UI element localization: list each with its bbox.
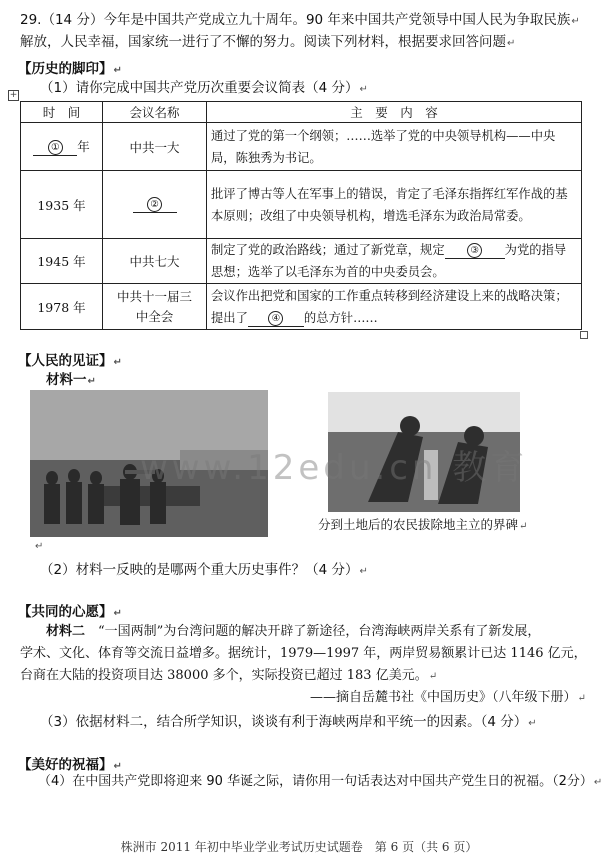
watermark-text: www.12edu.cn 教育 [140, 448, 529, 488]
meetings-table [20, 101, 582, 330]
row3-content: 制定了党的政治路线；通过了新党章，规定 ③ 为党的指导思想；选举了以毛泽东为首的中央委员会。 [207, 239, 582, 284]
header-main-content: 主 要 内 容 [207, 102, 582, 123]
blank-4[interactable]: ④ [248, 311, 304, 327]
material-2-source: ——摘自岳麓书社《中国历史》（八年级下册）↵ [310, 690, 586, 705]
table-header-row [21, 102, 582, 123]
question-stem-line2: 解放，人民幸福，国家统一进行了不懈的努力。阅读下列材料，根据要求回答问题↵ [20, 34, 516, 50]
material-2-line3: 台商在大陆的投资项目达 38000 多个，实际投资已超过 183 亿美元。↵ [20, 668, 438, 683]
photo-caption: 分到土地后的农民拔除地主立的界碑↵ [318, 517, 528, 532]
question-stem-line1: 29.（14 分）今年是中国共产党成立九十周年。90 年来中国共产党领导中国人民为争取民族↵ [20, 12, 580, 28]
row3-name: 中共七大 [103, 239, 207, 284]
row1-time: ① 年 [21, 123, 103, 171]
section-title-history-footprints: 【历史的脚印】↵ [18, 61, 122, 77]
row2-time: 1935 年 [21, 171, 103, 239]
table-resize-handle-icon[interactable] [580, 331, 588, 339]
header-time: 时 间 [21, 102, 103, 123]
row1-content: 通过了党的第一个纲领；……选举了党的中央领导机构——中央局，陈独秀为书记。 [207, 123, 582, 171]
section-title-common-wish: 【共同的心愿】↵ [18, 604, 122, 620]
question-2: （2）材料一反映的是哪两个重大历史事件？（4 分）↵ [40, 562, 368, 578]
row1-name: 中共一大 [103, 123, 207, 171]
page-footer: 株洲市 2011 年初中毕业学业考试历史试题卷 第 6 页（共 6 页） [120, 840, 478, 854]
material-2-line2: 学术、文化、体育等交流日益增多。据统计，1979—1997 年，两岸贸易额累计已达 1146 亿元， [20, 646, 587, 661]
material-2-line1: 材料二 “一国两制”为台湾问题的解决开辟了新途径，台湾海峡两岸关系有了新发展， [46, 624, 541, 639]
blank-2[interactable]: ② [133, 196, 177, 213]
row4-content: 会议作出把党和国家的工作重点转移到经济建设上来的战略决策；提出了 ④ 的总方针…… [207, 284, 582, 330]
table-row [21, 123, 582, 171]
question-3: （3）依据材料二，结合所学知识，谈谈有利于海峡两岸和平统一的因素。（4 分）↵ [40, 714, 537, 730]
question-1: （1）请你完成中国共产党历次重要会议简表（4 分）↵ [40, 80, 368, 96]
table-row [21, 239, 582, 284]
row4-time: 1978 年 [21, 284, 103, 330]
table-row [21, 284, 582, 330]
question-4: （4）在中国共产党即将迎来 90 华诞之际，请你用一句话表达对中国共产党生日的祝福。（2分）↵ [38, 774, 602, 789]
header-meeting-name: 会议名称 [103, 102, 207, 123]
material-1-label: 材料一↵ [46, 372, 96, 388]
row4-name: 中共十一届三中全会 [103, 284, 207, 330]
row2-name [103, 171, 207, 239]
row2-content: 批评了博古等人在军事上的错误，肯定了毛泽东指挥红军作战的基本原则；改组了中央领导机构，增选毛泽东为政治局常委。 [207, 171, 582, 239]
section-title-peoples-witness: 【人民的见证】↵ [18, 353, 122, 369]
paragraph-mark: ↵ [35, 541, 44, 552]
blank-1[interactable]: ① [33, 139, 77, 156]
row3-time: 1945 年 [21, 239, 103, 284]
table-move-handle-icon[interactable]: + [9, 90, 18, 100]
table-row [21, 171, 582, 239]
blank-3[interactable]: ③ [445, 243, 505, 259]
section-title-good-wishes: 【美好的祝福】↵ [18, 757, 122, 773]
